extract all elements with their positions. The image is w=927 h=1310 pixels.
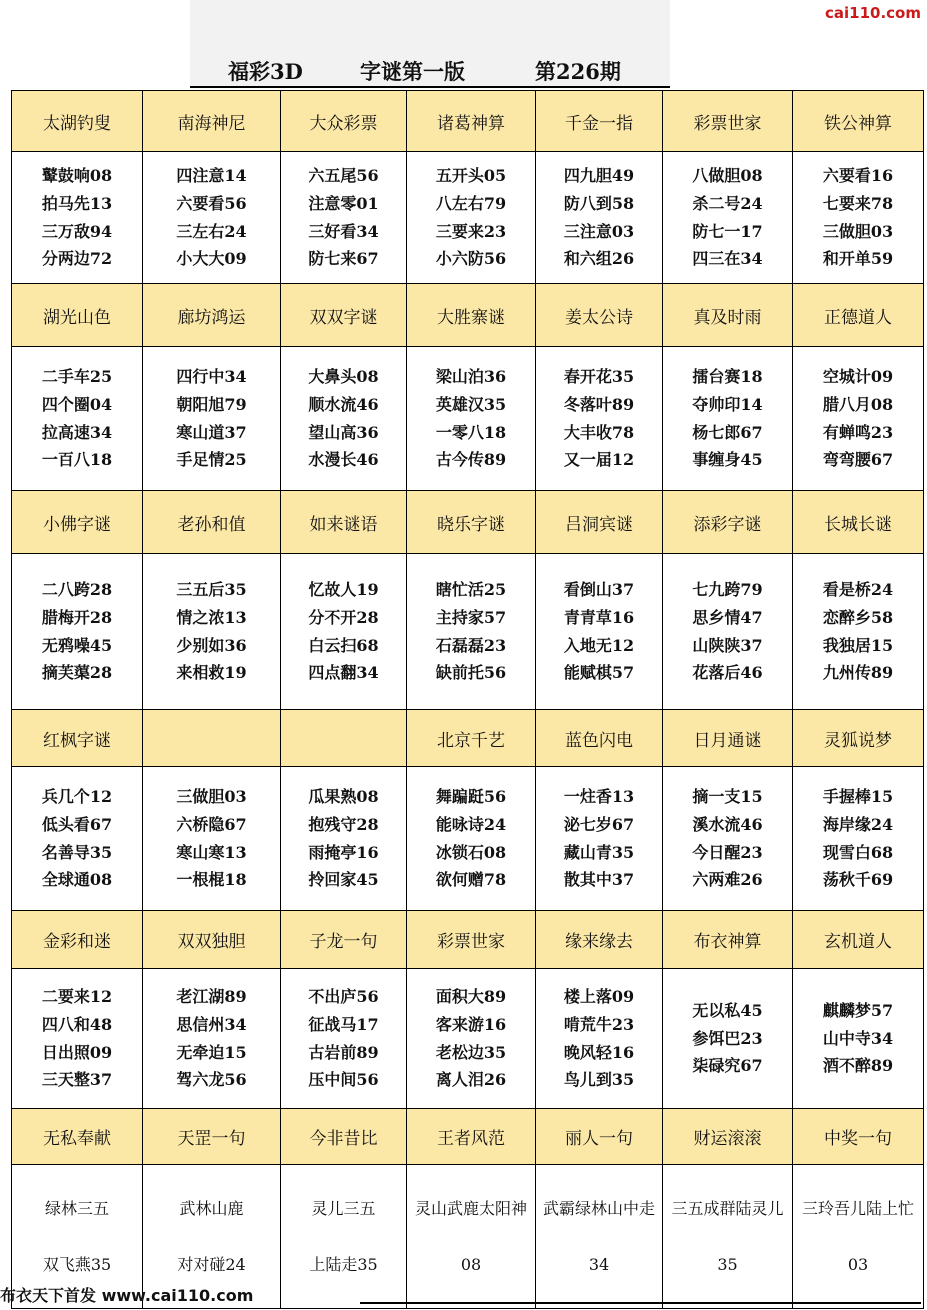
issue-number: 第226期	[535, 59, 621, 84]
riddle-row	[12, 767, 924, 911]
riddle-line: 全球通08	[41, 870, 113, 890]
source-name: 姜太公诗	[536, 284, 663, 347]
source-name	[143, 710, 281, 767]
riddle-cell	[281, 554, 407, 710]
source-name: 彩票世家	[663, 91, 793, 152]
source-name: 今非昔比	[281, 1109, 407, 1165]
riddle-line: 九州传89	[822, 663, 894, 683]
riddle-cell	[793, 969, 924, 1109]
riddle-line: 四三在34	[692, 249, 763, 269]
riddle-line: 舞蹁跹56	[435, 787, 507, 807]
riddle-line: 上陆走35	[309, 1254, 378, 1274]
riddle-cell	[143, 554, 281, 710]
edition-label: 字谜第一版	[360, 59, 465, 84]
riddle-line: 二八跨28	[41, 580, 113, 600]
riddle-line: 晚风轻16	[563, 1042, 635, 1062]
source-name: 诸葛神算	[407, 91, 536, 152]
header-row	[12, 284, 924, 347]
source-name: 灵狐说梦	[793, 710, 924, 767]
riddle-line: 朝阳旭79	[176, 394, 247, 414]
riddle-line: 老松边35	[435, 1042, 507, 1062]
source-name: 丽人一句	[536, 1109, 663, 1165]
source-name: 老孙和值	[143, 491, 281, 554]
riddle-line: 兵几个12	[41, 787, 113, 807]
riddle-line: 又一届12	[563, 450, 635, 470]
riddle-line: 手足情25	[176, 450, 247, 470]
riddle-cell	[793, 1165, 924, 1309]
source-name: 铁公神算	[793, 91, 924, 152]
riddle-cell	[536, 969, 663, 1109]
riddle-line: 三五成群陆灵儿35	[671, 1198, 784, 1274]
riddle-line: 杨七郎67	[692, 422, 763, 442]
riddle-line: 泌七岁67	[563, 814, 635, 834]
riddle-line: 老江湖89	[176, 987, 247, 1007]
riddle-line: 麒麟梦57	[822, 1001, 894, 1021]
riddle-cell	[281, 152, 407, 284]
riddle-cell	[536, 767, 663, 911]
header-row	[12, 710, 924, 767]
riddle-cell	[143, 152, 281, 284]
riddle-line: 八左右79	[435, 193, 507, 213]
riddle-line: 腊八月08	[822, 394, 894, 414]
riddle-line: 武林山鹿	[179, 1198, 244, 1218]
footer-rule	[360, 1302, 921, 1304]
riddle-line: 七要来78	[822, 193, 894, 213]
riddle-line: 小六防56	[435, 249, 507, 269]
riddle-line: 杀二号24	[692, 193, 763, 213]
source-name: 红枫字谜	[12, 710, 143, 767]
riddle-line: 望山高36	[308, 422, 379, 442]
riddle-line: 寒山道37	[176, 422, 247, 442]
riddle-line: 六桥隐67	[176, 814, 247, 834]
riddle-line: 三玲吾儿陆上忙03	[801, 1198, 914, 1274]
riddle-line: 防八到58	[563, 193, 635, 213]
riddle-line: 冰锁石08	[435, 842, 507, 862]
riddle-line: 一零八18	[435, 422, 507, 442]
riddle-cell	[12, 152, 143, 284]
riddle-line: 参饵巴23	[692, 1028, 763, 1048]
riddle-line: 弯弯腰67	[822, 450, 894, 470]
riddle-line: 五开头05	[435, 166, 507, 186]
riddle-cell	[281, 347, 407, 491]
riddle-line: 山陕陕37	[692, 635, 763, 655]
source-name: 子龙一句	[281, 911, 407, 969]
source-name: 中奖一句	[793, 1109, 924, 1165]
riddle-line: 摘芙蕖28	[41, 663, 113, 683]
source-name: 日月通谜	[663, 710, 793, 767]
riddle-line: 瓜果熟08	[308, 787, 379, 807]
riddle-line: 对对碰24	[177, 1254, 246, 1274]
riddle-line: 抱残守28	[308, 814, 379, 834]
riddle-line: 压中间56	[308, 1070, 379, 1090]
riddle-cell	[536, 152, 663, 284]
riddle-line: 三做胆03	[822, 221, 894, 241]
source-name: 布衣神算	[663, 911, 793, 969]
riddle-line: 欲何赠78	[435, 870, 507, 890]
page-header	[190, 0, 670, 88]
riddle-cell	[281, 969, 407, 1109]
riddle-line: 白云扫68	[308, 635, 379, 655]
riddle-line: 今日醒23	[692, 842, 763, 862]
riddle-line: 英雄汉35	[435, 394, 507, 414]
riddle-line: 分不开28	[308, 607, 379, 627]
riddle-line: 春开花35	[563, 367, 635, 387]
riddle-line: 冬落叶89	[563, 394, 635, 414]
riddle-line: 三五后35	[176, 580, 247, 600]
riddle-line: 散其中37	[563, 870, 635, 890]
source-name: 金彩和迷	[12, 911, 143, 969]
riddle-line: 日出照09	[41, 1042, 113, 1062]
source-name: 双双字谜	[281, 284, 407, 347]
riddle-line: 入地无12	[563, 635, 635, 655]
riddle-line: 八做胆08	[692, 166, 763, 186]
riddle-line: 低头看67	[41, 814, 113, 834]
riddle-line: 注意零01	[308, 193, 379, 213]
riddle-line: 四点翻34	[308, 663, 379, 683]
riddle-line: 武霸绿林山中走34	[542, 1198, 655, 1274]
riddle-line: 四注意14	[176, 166, 247, 186]
lottery-name: 福彩3D	[228, 59, 303, 84]
riddle-cell	[536, 1165, 663, 1309]
source-name: 添彩字谜	[663, 491, 793, 554]
riddle-line: 六两难26	[692, 870, 763, 890]
riddle-cell	[663, 347, 793, 491]
riddle-line: 石磊磊23	[435, 635, 507, 655]
riddle-line: 四八和48	[41, 1014, 113, 1034]
riddle-cell	[663, 152, 793, 284]
source-name: 彩票世家	[407, 911, 536, 969]
riddle-line: 二手车25	[41, 367, 113, 387]
riddle-cell	[793, 767, 924, 911]
riddle-line: 七九跨79	[692, 580, 763, 600]
riddle-line: 面积大89	[435, 987, 507, 1007]
riddle-cell	[407, 152, 536, 284]
riddle-line: 名善导35	[41, 842, 113, 862]
riddle-cell	[663, 554, 793, 710]
riddle-line: 寒山寒13	[176, 842, 247, 862]
source-name: 大众彩票	[281, 91, 407, 152]
riddle-line: 楼上落09	[563, 987, 635, 1007]
riddle-cell	[793, 554, 924, 710]
riddle-line: 海岸缘24	[822, 814, 894, 834]
riddle-cell	[663, 767, 793, 911]
riddle-line: 手握棒15	[822, 787, 894, 807]
riddle-cell	[407, 767, 536, 911]
riddle-line: 山中寺34	[822, 1028, 894, 1048]
riddle-line: 腊梅开28	[41, 607, 113, 627]
source-name: 吕洞宾谜	[536, 491, 663, 554]
riddle-line: 忆故人19	[308, 580, 379, 600]
riddle-line: 拉高速34	[41, 422, 113, 442]
riddle-row	[12, 969, 924, 1109]
riddle-row	[12, 347, 924, 491]
riddle-line: 三要来23	[435, 221, 507, 241]
source-name: 真及时雨	[663, 284, 793, 347]
riddle-line: 双飞燕35	[42, 1254, 112, 1274]
riddle-line: 一炷香13	[563, 787, 635, 807]
riddle-line: 恋醉乡58	[822, 607, 894, 627]
riddle-line: 思信州34	[176, 1014, 247, 1034]
riddle-line: 能咏诗24	[435, 814, 507, 834]
riddle-line: 溪水流46	[692, 814, 763, 834]
riddle-cell	[143, 969, 281, 1109]
riddle-line: 三做胆03	[176, 787, 247, 807]
riddle-line: 有蝉鸣23	[822, 422, 894, 442]
source-name: 太湖钓叟	[12, 91, 143, 152]
riddle-cell	[12, 969, 143, 1109]
riddle-line: 花落后46	[692, 663, 763, 683]
header-row	[12, 491, 924, 554]
riddle-cell	[663, 1165, 793, 1309]
riddle-cell	[281, 767, 407, 911]
riddle-cell	[793, 152, 924, 284]
riddle-cell	[407, 347, 536, 491]
riddle-cell	[536, 554, 663, 710]
riddle-line: 二要来12	[41, 987, 113, 1007]
riddle-line: 拍马先13	[41, 193, 113, 213]
riddle-cell	[407, 1165, 536, 1309]
riddle-line: 三万敌94	[41, 221, 113, 241]
source-name: 玄机道人	[793, 911, 924, 969]
riddle-line: 柒碌究67	[692, 1056, 763, 1076]
riddle-line: 看是桥24	[822, 580, 894, 600]
riddle-line: 和六组26	[563, 249, 635, 269]
riddle-cell	[12, 554, 143, 710]
riddle-line: 青青草16	[563, 607, 635, 627]
riddle-line: 藏山青35	[563, 842, 635, 862]
source-name: 晓乐字谜	[407, 491, 536, 554]
riddle-cell	[143, 347, 281, 491]
source-name: 蓝色闪电	[536, 710, 663, 767]
riddle-line: 无以私45	[692, 1001, 763, 1021]
riddle-line: 我独居15	[822, 635, 894, 655]
source-name: 南海神尼	[143, 91, 281, 152]
riddle-line: 灵山武鹿太阳神08	[414, 1198, 527, 1274]
riddle-line: 现雪白68	[822, 842, 894, 862]
riddle-line: 四九胆49	[563, 166, 635, 186]
riddle-cell	[407, 554, 536, 710]
riddle-line: 三天整37	[41, 1070, 113, 1090]
riddle-line: 空城计09	[822, 367, 894, 387]
riddle-line: 来相救19	[176, 663, 247, 683]
source-name: 财运滚滚	[663, 1109, 793, 1165]
riddle-line: 六五尾56	[308, 166, 379, 186]
source-name: 正德道人	[793, 284, 924, 347]
riddle-line: 三好看34	[308, 221, 379, 241]
riddle-line: 主持家57	[435, 607, 507, 627]
riddle-table	[11, 90, 924, 1309]
riddle-cell	[663, 969, 793, 1109]
riddle-line: 擂台赛18	[692, 367, 763, 387]
site-watermark: cai110.com	[825, 4, 921, 22]
riddle-line: 客来游16	[435, 1014, 507, 1034]
header-row	[12, 1109, 924, 1165]
source-name: 北京千艺	[407, 710, 536, 767]
riddle-line: 大丰收78	[563, 422, 635, 442]
riddle-row	[12, 554, 924, 710]
riddle-line: 四个圈04	[41, 394, 113, 414]
riddle-cell	[407, 969, 536, 1109]
riddle-cell	[793, 347, 924, 491]
source-name: 双双独胆	[143, 911, 281, 969]
riddle-cell	[143, 767, 281, 911]
source-name: 湖光山色	[12, 284, 143, 347]
riddle-line: 大鼻头08	[308, 367, 379, 387]
riddle-line: 小大大09	[176, 249, 247, 269]
riddle-line: 分两边72	[41, 249, 113, 269]
riddle-line: 鸟儿到35	[563, 1070, 635, 1090]
riddle-line: 三注意03	[563, 221, 635, 241]
riddle-line: 四行中34	[176, 367, 247, 387]
riddle-line: 荡秋千69	[822, 870, 894, 890]
riddle-cell	[12, 767, 143, 911]
riddle-cell	[281, 1165, 407, 1309]
riddle-line: 情之浓13	[176, 607, 247, 627]
riddle-line: 啃荒牛23	[563, 1014, 635, 1034]
riddle-line: 绿林三五	[44, 1198, 109, 1218]
riddle-line: 摘一支15	[692, 787, 763, 807]
riddle-line: 防七一17	[692, 221, 763, 241]
riddle-line: 少别如36	[176, 635, 247, 655]
source-name: 天罡一句	[143, 1109, 281, 1165]
source-name: 大胜寨谜	[407, 284, 536, 347]
source-name: 千金一指	[536, 91, 663, 152]
source-name: 廊坊鸿运	[143, 284, 281, 347]
source-name: 缘来缘去	[536, 911, 663, 969]
source-name: 如来谜语	[281, 491, 407, 554]
riddle-line: 梁山泊36	[435, 367, 507, 387]
riddle-line: 事缠身45	[692, 450, 763, 470]
riddle-line: 驾六龙56	[176, 1070, 247, 1090]
riddle-line: 灵儿三五	[311, 1198, 376, 1218]
riddle-line: 雨掩亭16	[308, 842, 379, 862]
source-name: 无私奉献	[12, 1109, 143, 1165]
riddle-line: 夺帅印14	[692, 394, 763, 414]
source-name	[281, 710, 407, 767]
riddle-cell	[536, 347, 663, 491]
riddle-line: 一根棍18	[176, 870, 247, 890]
header-row	[12, 911, 924, 969]
header-row	[12, 91, 924, 152]
source-name: 王者风范	[407, 1109, 536, 1165]
footer-site: 布衣天下首发 www.cai110.com	[0, 1286, 254, 1305]
riddle-line: 看倒山37	[563, 580, 635, 600]
riddle-line: 酒不醉89	[822, 1056, 894, 1076]
riddle-line: 一百八18	[41, 450, 113, 470]
riddle-line: 水漫长46	[308, 450, 379, 470]
riddle-line: 不出庐56	[308, 987, 379, 1007]
riddle-line: 六要看56	[176, 193, 247, 213]
riddle-line: 能赋棋57	[563, 663, 635, 683]
source-name: 小佛字谜	[12, 491, 143, 554]
riddle-line: 离人泪26	[435, 1070, 507, 1090]
riddle-line: 无牵迫15	[176, 1042, 247, 1062]
riddle-line: 顺水流46	[308, 394, 379, 414]
riddle-line: 鼙鼓响08	[41, 166, 113, 186]
riddle-line: 六要看16	[822, 166, 894, 186]
riddle-line: 三左右24	[176, 221, 247, 241]
riddle-line: 缺前托56	[435, 663, 507, 683]
riddle-line: 防七来67	[308, 249, 379, 269]
riddle-line: 思乡情47	[692, 607, 763, 627]
riddle-line: 古今传89	[435, 450, 507, 470]
riddle-row	[12, 152, 924, 284]
riddle-line: 无鸦噪45	[41, 635, 113, 655]
riddle-line: 拎回家45	[308, 870, 379, 890]
source-name: 长城长谜	[793, 491, 924, 554]
riddle-line: 古岩前89	[308, 1042, 379, 1062]
riddle-line: 和开单59	[822, 249, 894, 269]
riddle-line: 征战马17	[308, 1014, 379, 1034]
riddle-cell	[12, 347, 143, 491]
riddle-line: 瞎忙活25	[435, 580, 507, 600]
